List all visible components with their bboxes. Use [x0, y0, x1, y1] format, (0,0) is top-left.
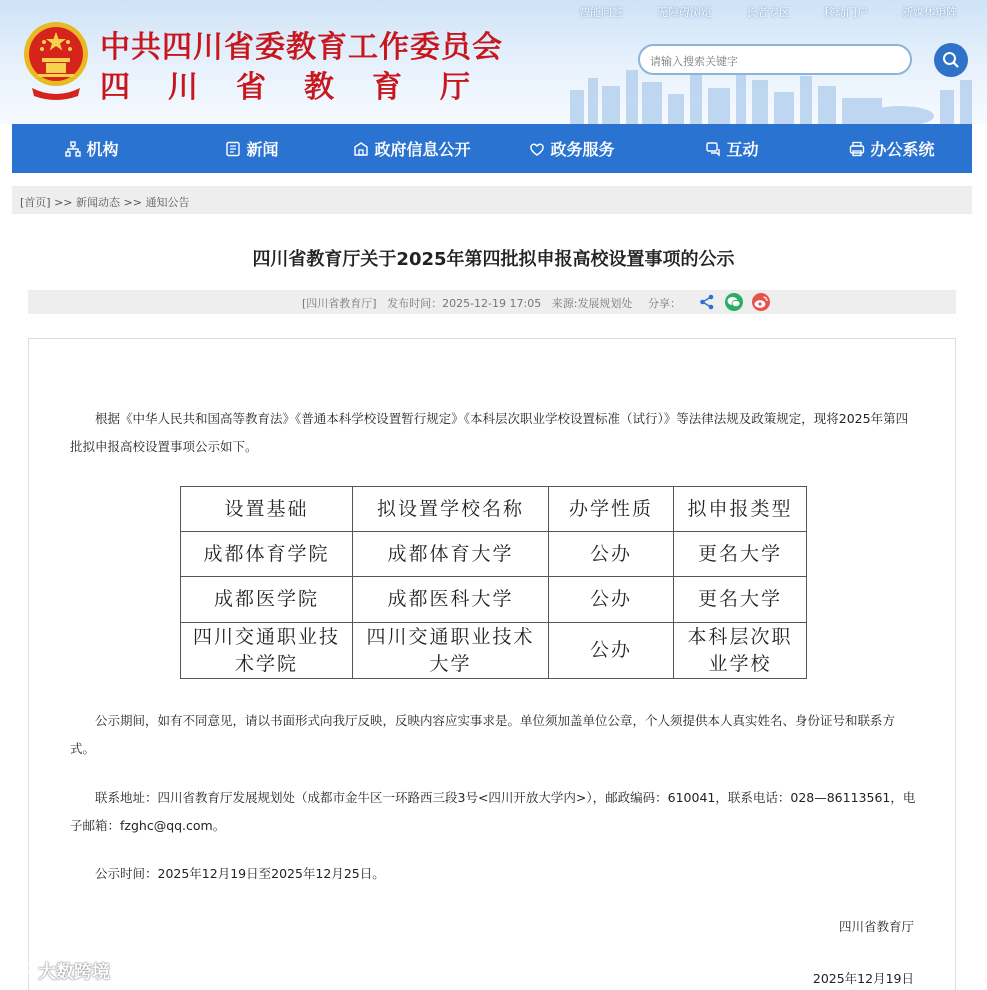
search-button[interactable] — [934, 43, 968, 77]
watermark — [8, 958, 110, 984]
nav-label: 新闻 — [246, 140, 279, 159]
org-title: 中共四川省委教育工作委员会 — [100, 30, 503, 65]
table-cell: 公办 — [549, 623, 674, 679]
nav-label: 办公系统 — [870, 140, 935, 159]
national-emblem-icon — [22, 18, 90, 100]
meta-publish-time: 2025-12-19 17:05 — [442, 297, 542, 310]
nav-item-office[interactable] — [812, 137, 972, 160]
table-cell: 更名大学 — [674, 532, 807, 577]
table-header-row — [181, 487, 807, 532]
article-title: 四川省教育厅关于2025年第四批拟申报高校设置事项的公示 — [252, 249, 735, 270]
search-input[interactable]: 请输入搜索关键字 — [638, 44, 912, 75]
table-cell: 成都医科大学 — [353, 577, 549, 623]
nav-item-news[interactable] — [172, 137, 332, 160]
notice-table — [180, 486, 807, 679]
table-header-cell: 办学性质 — [549, 487, 674, 532]
site-header — [0, 0, 987, 124]
breadcrumb-separator: >> — [123, 196, 142, 209]
news-icon — [225, 141, 241, 157]
share-label: 分享： — [648, 297, 681, 310]
table-cell: 公办 — [549, 577, 674, 623]
watermark-text: 大数跨境 — [38, 962, 110, 983]
nav-item-services[interactable] — [492, 137, 652, 160]
nav-label: 机构 — [86, 140, 119, 159]
table-header-cell: 拟设置学校名称 — [353, 487, 549, 532]
meta-source-org: [四川省教育厅] — [302, 297, 377, 310]
signature-date: 2025年12月19日 — [812, 971, 914, 986]
service-icon — [529, 141, 545, 157]
top-link-mobile[interactable]: 移动门户 — [824, 6, 868, 19]
info-icon — [353, 141, 369, 157]
table-cell: 更名大学 — [674, 577, 807, 623]
meta-origin-label: 来源: — [551, 297, 578, 310]
top-link-accessibility[interactable]: 无障碍浏览 — [657, 6, 712, 19]
share-icon[interactable] — [698, 293, 716, 311]
nav-item-interact[interactable] — [652, 137, 812, 160]
article-para-feedback: 公示期间，如有不同意见，请以书面形式向我厅反映，反映内容应实事求是。单位须加盖单位公章，个人须提供本人真实姓名、身份证号和联系方式。 — [70, 713, 896, 756]
office-icon — [849, 141, 865, 157]
wechat-icon[interactable] — [725, 293, 743, 311]
nav-label: 政府信息公开 — [374, 140, 471, 159]
article-content — [28, 338, 956, 990]
meta-origin: 发展规划处 — [577, 297, 633, 310]
article-para-contact: 联系地址：四川省教育厅发展规划处（成都市金牛区一环路西三段3号<四川开放大学内>），邮政编码：610041，联系电话：028—86113561，电子邮箱：fzghc@qq.com。 — [70, 790, 916, 833]
table-cell: 四川交通职业技术学院 — [181, 623, 353, 679]
search-icon — [942, 51, 960, 69]
article-para-period: 公示时间：2025年12月19日至2025年12月25日。 — [95, 866, 385, 881]
meta-publish-label: 发布时间： — [387, 297, 443, 310]
breadcrumb-home[interactable]: [首页] — [20, 196, 51, 209]
nav-label: 政务服务 — [550, 140, 615, 159]
interact-icon — [705, 141, 721, 157]
breadcrumb-separator: >> — [54, 196, 73, 209]
top-link-elderly[interactable]: 长者专区 — [746, 6, 790, 19]
table-cell: 四川交通职业技术大学 — [353, 623, 549, 679]
dept-title: 四川省教育厅 — [100, 70, 508, 105]
table-row — [181, 623, 807, 679]
table-cell: 成都体育学院 — [181, 532, 353, 577]
breadcrumb-news[interactable]: 新闻动态 — [76, 196, 121, 209]
breadcrumb-notices[interactable]: 通知公告 — [145, 196, 190, 209]
table-header-cell: 设置基础 — [181, 487, 353, 532]
table-cell: 本科层次职业学校 — [674, 623, 807, 679]
nav-item-gov-info[interactable] — [332, 137, 492, 160]
weibo-icon[interactable] — [752, 293, 770, 311]
table-header-cell: 拟申报类型 — [674, 487, 807, 532]
org-icon — [65, 141, 81, 157]
table-cell: 成都医学院 — [181, 577, 353, 623]
main-nav — [12, 124, 972, 173]
nav-item-org[interactable] — [12, 137, 172, 160]
top-link-new-media[interactable]: 新媒体矩阵 — [902, 6, 957, 19]
top-link-ai-qa[interactable]: 智能问答 — [579, 6, 623, 19]
watermark-logo-icon — [8, 961, 34, 981]
nav-label: 互动 — [726, 140, 759, 159]
signature: 四川省教育厅 — [838, 919, 914, 934]
top-links — [579, 4, 957, 20]
table-row — [181, 577, 807, 623]
article-intro: 根据《中华人民共和国高等教育法》《普通本科学校设置暂行规定》《本科层次职业学校设置标准（试行）》等法律法规及政策规定，现将2025年第四批拟申报高校设置事项公示如下。 — [70, 411, 909, 454]
breadcrumb — [12, 186, 972, 214]
article-meta-bar — [28, 290, 956, 314]
table-cell: 成都体育大学 — [353, 532, 549, 577]
table-cell: 公办 — [549, 532, 674, 577]
article-meta — [302, 295, 632, 311]
table-row — [181, 532, 807, 577]
